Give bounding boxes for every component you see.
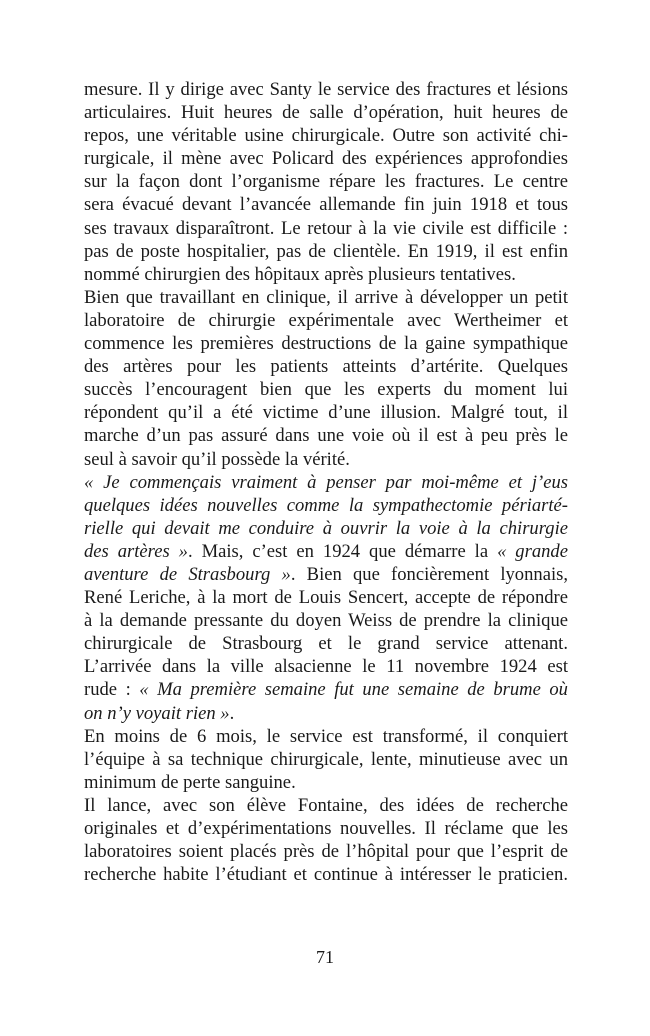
text-line [84,586,568,609]
body-text: René Leriche, à la mort de Louis Sencert, accepte de répondre [84,587,568,609]
text-line [84,263,568,286]
body-text: rurgicale, il mène avec Policard des expériences approfondies [84,148,568,170]
body-text: . Bien que foncièrement lyonnais, [290,563,568,585]
text-line [84,540,568,563]
text-line [84,401,568,424]
body-text: originales et d’expérimentations nouvelles. Il réclame que les [84,818,568,839]
body-text: mesure. Il y dirige avec Santy le service des fractures et lésions [84,79,568,100]
body-text: ses travaux disparaîtront. Le retour à la vie civile est difficile : [84,217,568,239]
text-line [84,794,568,817]
text-line [84,147,568,170]
text-line [84,678,568,701]
body-text: pas de poste hospitalier, pas de clientèle. En 1919, il est enfin [84,240,568,262]
body-text: minimum de perte sanguine. [84,771,296,793]
body-text: à la demande pressante du doyen Weiss de prendre la clinique [84,610,568,632]
page-number: 71 [316,947,334,967]
text-line [84,286,568,309]
text-line [84,655,568,678]
text-line [84,124,568,147]
body-text: nommé chirurgien des hôpitaux après plusieurs tentatives. [84,263,516,285]
body-text: sur la façon dont l’organisme répare les fractures. Le centre [84,171,568,193]
text-line [84,240,568,263]
text-line [84,494,568,517]
italic-quote-text: « Ma première semaine fut une semaine de brume où [139,679,568,701]
text-line [84,840,568,863]
italic-quote-text: « Je commençais vraiment à penser par moi-même et j’eus [84,471,568,493]
text-line [84,632,568,655]
text-line [84,863,568,886]
body-text: recherche habite l’étudiant et continue à intéresser le praticien. [84,864,568,886]
body-text: En moins de 6 mois, le service est transformé, il conquiert [84,725,568,747]
body-text: L’arrivée dans la ville alsacienne le 11 novembre 1924 est [84,656,568,678]
body-text: succès l’encouragent bien que les experts du moment lui [84,379,568,401]
italic-quote-text: « grande [497,540,568,562]
body-text: . Mais, c’est en 1924 que démarre la [187,540,498,562]
italic-quote-text: on n’y voyait rien » [84,702,230,724]
italic-quote-text: quelques idées nouvelles comme la sympathectomie périarté- [84,494,568,516]
text-line [84,217,568,240]
body-text: seul à savoir qu’il possède la vérité. [84,448,350,470]
text-line [84,193,568,216]
body-text: articulaires. Huit heures de salle d’opération, huit heures de [84,102,568,124]
italic-quote-text: rielle qui devait me conduire à ouvrir la voie à la chirurgie [84,517,568,539]
body-text: répondent qu’il a été victime d’une illusion. Malgré tout, il [84,402,568,424]
body-text: repos, une véritable usine chirurgicale. Outre son activité chi- [84,125,568,147]
body-text: . [229,702,235,724]
body-text: des artères pour les patients atteints d’artérite. Quelques [84,356,568,378]
body-text: l’équipe à sa technique chirurgicale, lente, minutieuse avec un [84,748,568,770]
body-text: marche d’un pas assuré dans une voie où il est à peu près le [84,425,568,447]
text-line [84,609,568,632]
text-line [84,448,568,471]
text-line [84,378,568,401]
body-text: sera évacué devant l’avancée allemande fin juin 1918 et tous [84,194,568,216]
body-text: chirurgicale de Strasbourg et le grand service attenant. [84,633,568,655]
text-line [84,702,568,725]
text-line [84,563,568,586]
italic-quote-text: aventure de Strasbourg » [84,563,291,585]
italic-quote-text: des artères » [84,540,188,562]
body-text: Bien que travaillant en clinique, il arrive à développer un petit [84,286,568,308]
body-text: rude : [84,679,140,701]
text-line [84,309,568,332]
page-body [84,78,568,886]
text-line [84,725,568,748]
text-line [84,332,568,355]
body-text: laboratoire de chirurgie expérimentale avec Wertheimer et [84,309,568,331]
text-line [84,817,568,840]
text-line [84,78,568,101]
text-line [84,771,568,794]
text-line [84,471,568,494]
text-line [84,748,568,771]
body-text: Il lance, avec son élève Fontaine, des idées de recherche [84,794,568,816]
body-text: laboratoires soient placés près de l’hôpital pour que l’esprit de [84,841,568,863]
text-line [84,355,568,378]
text-line [84,424,568,447]
text-line [84,101,568,124]
body-text: commence les premières destructions de la gaine sympathique [84,333,568,355]
text-line [84,170,568,193]
text-line [84,517,568,540]
